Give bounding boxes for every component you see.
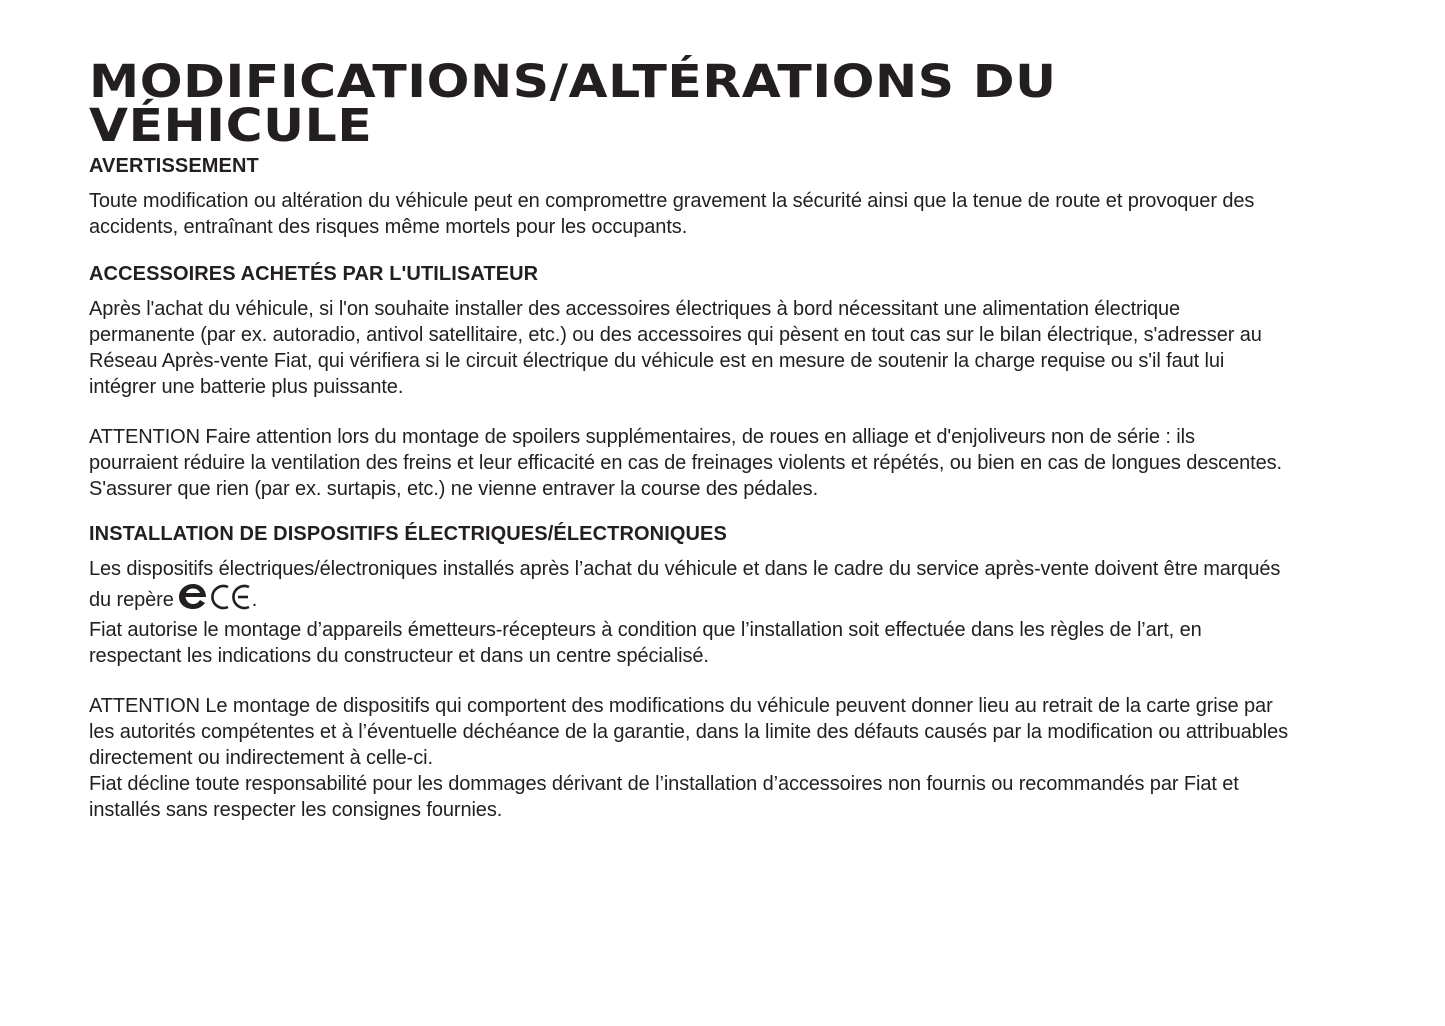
installation-marking-text: Les dispositifs électriques/électroniques installés après l’achat du véhicule et dans le cadre du service après-vente doivent être marqués du repère xyxy=(89,558,1281,611)
installation-paragraph-marking xyxy=(89,556,1289,617)
installation-disclaimer-paragraph: Fiat décline toute responsabilité pour les dommages dérivant de l’installation d’accessoires non fournis ou recommandés par Fiat et installés sans respecter les consignes fournies. xyxy=(89,773,1239,821)
page-title xyxy=(89,55,1433,152)
section-heading-installation: INSTALLATION DE DISPOSITIFS ÉLECTRIQUES/ÉLECTRONIQUES xyxy=(89,523,727,545)
accessories-attention-paragraph: ATTENTION Faire attention lors du montage de spoilers supplémentaires, de roues en alliage et d'enjoliveurs non de série : ils pourraient réduire la ventilation des freins et leur efficacité en cas de freinages violents et répétés, ou bien en cas de longues descentes. S'assurer que rien (par ex. surtapis, etc.) ne vienne entraver la course des pédales. xyxy=(89,426,1282,500)
page-title-line-2: VÉHICULE xyxy=(89,99,373,152)
warning-paragraph: Toute modification ou altération du véhicule peut en compromettre gravement la sécurité ainsi que la tenue de route et provoquer des accidents, entraînant des risques même mortels pour les occupants. xyxy=(89,190,1255,238)
installation-attention-paragraph: ATTENTION Le montage de dispositifs qui comportent des modifications du véhicule peuvent donner lieu au retrait de la carte grise par les autorités compétentes et à l’éventuelle déchéance de la garantie, dans la limite des défauts causés par la modification ou attribuables directement ou indirectement à celle-ci. xyxy=(89,695,1289,769)
ece-ce-mark-icon xyxy=(178,582,252,617)
section-heading-accessories: ACCESSOIRES ACHETÉS PAR L'UTILISATEUR xyxy=(89,263,539,285)
accessories-paragraph: Après l'achat du véhicule, si l'on souhaite installer des accessoires électriques à bord nécessitant une alimentation électrique permanente (par ex. autoradio, antivol satellitaire, etc.) ou des accessoires qui pèsent en tout cas sur le bilan électrique, s'adresser au Réseau Après-vente Fiat, qui vérifiera si le circuit électrique du véhicule est en mesure de soutenir la charge requise ou s'il faut lui intégrer une batterie plus puissante. xyxy=(89,298,1262,398)
document-page xyxy=(89,55,1289,823)
section-heading-warning: AVERTISSEMENT xyxy=(89,155,259,177)
installation-marking-period: . xyxy=(251,589,258,611)
installation-paragraph-transceivers: Fiat autorise le montage d’appareils émetteurs-récepteurs à condition que l’installation soit effectuée dans les règles de l’art, en respectant les indications du constructeur et dans un centre spécialisé. xyxy=(89,619,1202,667)
page-title-line-1: MODIFICATIONS/ALTÉRATIONS DU xyxy=(89,55,1057,108)
